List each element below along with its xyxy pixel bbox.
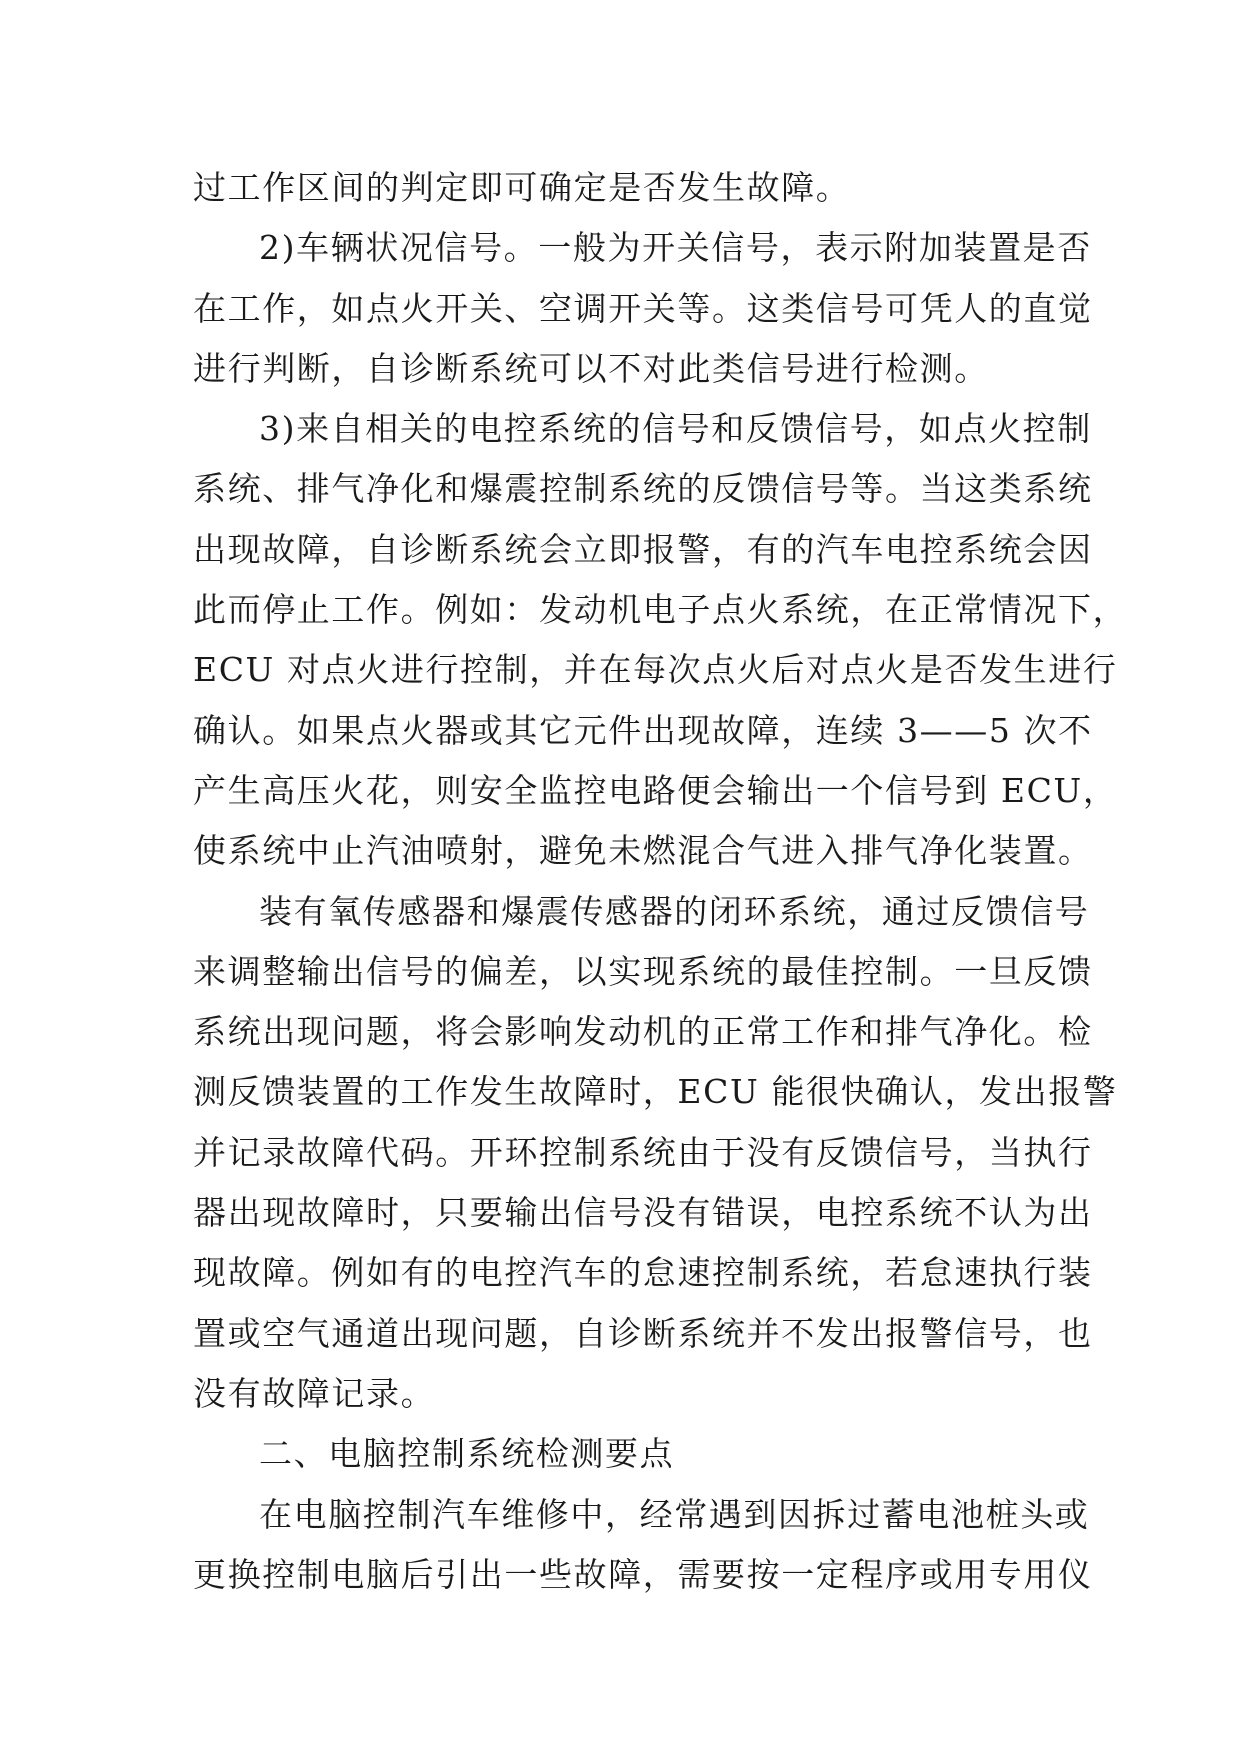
text-line: 出现故障，自诊断系统会立即报警，有的汽车电控系统会因 (193, 529, 1093, 569)
text-line: 现故障。例如有的电控汽车的怠速控制系统，若怠速执行装 (193, 1253, 1093, 1293)
text-line: 置或空气通道出现问题，自诊断系统并不发出报警信号，也 (193, 1313, 1093, 1353)
text-line: 此而停止工作。例如：发动机电子点火系统，在正常情况下， (193, 590, 1128, 630)
text-line: 在工作，如点火开关、空调开关等。这类信号可凭人的直觉 (193, 288, 1093, 328)
text-line: ECU 对点火进行控制，并在每次点火后对点火是否发生进行 (193, 650, 1118, 690)
text-line: 产生高压火花，则安全监控电路便会输出一个信号到 ECU， (193, 770, 1118, 810)
text-line: 确认。如果点火器或其它元件出现故障，连续 3——5 次不 (193, 710, 1093, 750)
text-line: 更换控制电脑后引出一些故障，需要按一定程序或用专用仪 (193, 1554, 1093, 1594)
text-line: 2)车辆状况信号。一般为开关信号，表示附加装置是否 (259, 228, 1092, 268)
text-line: 来调整输出信号的偏差，以实现系统的最佳控制。一旦反馈 (193, 951, 1093, 991)
body-text (193, 158, 1128, 1605)
text-line: 器出现故障时，只要输出信号没有错误，电控系统不认为出 (193, 1193, 1093, 1233)
text-line: 在电脑控制汽车维修中，经常遇到因拆过蓄电池桩头或 (259, 1494, 1090, 1534)
text-line: 装有氧传感器和爆震传感器的闭环系统，通过反馈信号 (259, 891, 1090, 931)
text-line: 测反馈装置的工作发生故障时，ECU 能很快确认，发出报警 (193, 1072, 1118, 1112)
text-line: 系统出现问题，将会影响发动机的正常工作和排气净化。检 (193, 1012, 1093, 1052)
text-line: 系统、排气净化和爆震控制系统的反馈信号等。当这类系统 (193, 469, 1093, 509)
text-line: 并记录故障代码。开环控制系统由于没有反馈信号，当执行 (193, 1132, 1093, 1172)
text-line: 进行判断，自诊断系统可以不对此类信号进行检测。 (193, 348, 989, 388)
text-line: 3)来自相关的电控系统的信号和反馈信号，如点火控制 (259, 409, 1092, 449)
text-line: 过工作区间的判定即可确定是否发生故障。 (193, 168, 851, 207)
text-line: 使系统中止汽油喷射，避免未燃混合气进入排气净化装置。 (193, 831, 1093, 871)
text-line: 没有故障记录。 (193, 1373, 436, 1413)
section-heading: 二、电脑控制系统检测要点 (259, 1434, 675, 1474)
